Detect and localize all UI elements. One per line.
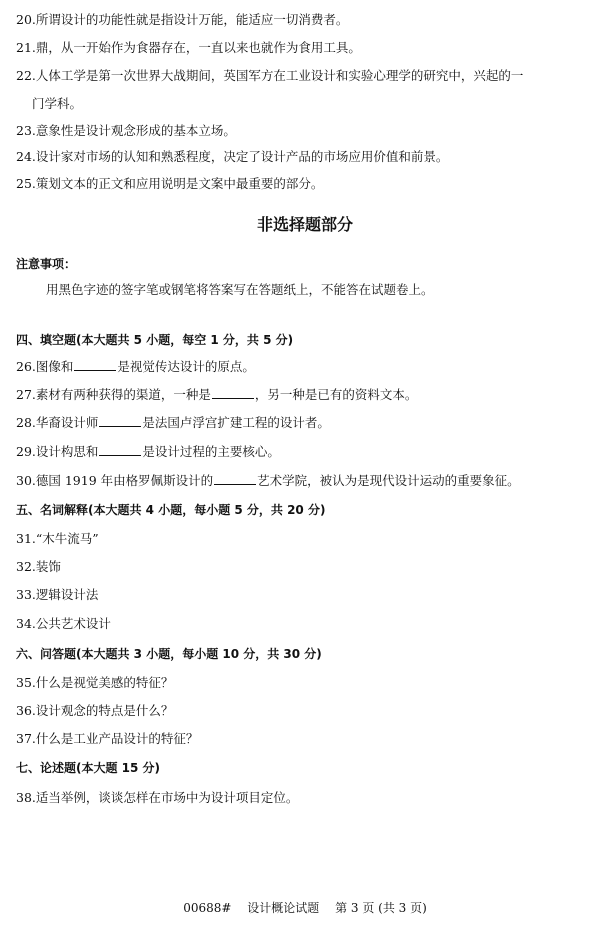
question-23: 23.意象性是设计观念形成的基本立场。 <box>16 123 236 138</box>
essay-section-heading: 七、论述题(本大题 15 分) <box>16 761 161 775</box>
question-34: 34.公共艺术设计 <box>16 616 111 631</box>
page-footer <box>0 899 610 916</box>
notice-text: 用黑色字迹的签字笔或钢笔将答案写在答题纸上，不能答在试题卷上。 <box>46 282 434 297</box>
answer-blank <box>99 414 141 427</box>
question-20: 20.所谓设计的功能性就是指设计万能，能适应一切消费者。 <box>16 12 349 27</box>
question-22-continued: 门学科。 <box>32 96 83 111</box>
question-30-text-b: 艺术学院，被认为是现代设计运动的重要象征。 <box>257 473 520 488</box>
question-22: 22.人体工学是第一次世界大战期间，英国军方在工业设计和实验心理学的研究中，兴起的一 <box>16 68 524 83</box>
fill-section-heading: 四、填空题(本大题共 5 小题，每空 1 分，共 5 分) <box>16 333 294 347</box>
question-21: 21.鼎，从一开始作为食器存在，一直以来也就作为食用工具。 <box>16 40 361 55</box>
question-36: 36.设计观念的特点是什么？ <box>16 703 174 718</box>
question-27-text-a: 27.素材有两种获得的渠道，一种是 <box>16 387 211 402</box>
question-27-text-b: ，另一种是已有的资料文本。 <box>254 387 418 402</box>
question-26-text-a: 26.图像和 <box>16 359 74 374</box>
answer-blank <box>99 443 141 456</box>
question-27 <box>16 386 417 404</box>
question-31: 31.“木牛流马” <box>16 531 99 546</box>
question-33: 33.逻辑设计法 <box>16 587 99 602</box>
question-28 <box>16 414 330 432</box>
footer-subject: 设计概论试题 <box>247 901 320 915</box>
question-28-text-a: 28.华裔设计师 <box>16 415 99 430</box>
question-26 <box>16 358 255 376</box>
question-29-text-b: 是设计过程的主要核心。 <box>142 444 280 459</box>
question-29-text-a: 29.设计构思和 <box>16 444 99 459</box>
question-38: 38.适当举例，谈谈怎样在市场中为设计项目定位。 <box>16 790 299 805</box>
notice-heading: 注意事项： <box>16 257 77 271</box>
answer-blank <box>74 358 116 371</box>
question-32: 32.装饰 <box>16 559 61 574</box>
question-28-text-b: 是法国卢浮宫扩建工程的设计者。 <box>142 415 330 430</box>
question-30 <box>16 472 520 490</box>
footer-code: 00688# <box>183 901 232 915</box>
terms-section-heading: 五、名词解释(本大题共 4 小题，每小题 5 分，共 20 分) <box>16 503 326 517</box>
question-25: 25.策划文本的正文和应用说明是文案中最重要的部分。 <box>16 176 324 191</box>
section-title: 非选择题部分 <box>256 215 353 234</box>
question-29 <box>16 443 280 461</box>
question-26-text-b: 是视觉传达设计的原点。 <box>117 359 255 374</box>
question-35: 35.什么是视觉美感的特征？ <box>16 675 174 690</box>
question-37: 37.什么是工业产品设计的特征？ <box>16 731 199 746</box>
footer-page: 第 3 页 (共 3 页) <box>335 901 427 915</box>
qa-section-heading: 六、问答题(本大题共 3 小题，每小题 10 分，共 30 分) <box>16 647 322 661</box>
answer-blank <box>212 386 254 399</box>
answer-blank <box>214 472 256 485</box>
question-30-text-a: 30.德国 1919 年由格罗佩斯设计的 <box>16 473 214 488</box>
question-24: 24.设计家对市场的认知和熟悉程度，决定了设计产品的市场应用价值和前景。 <box>16 149 449 164</box>
